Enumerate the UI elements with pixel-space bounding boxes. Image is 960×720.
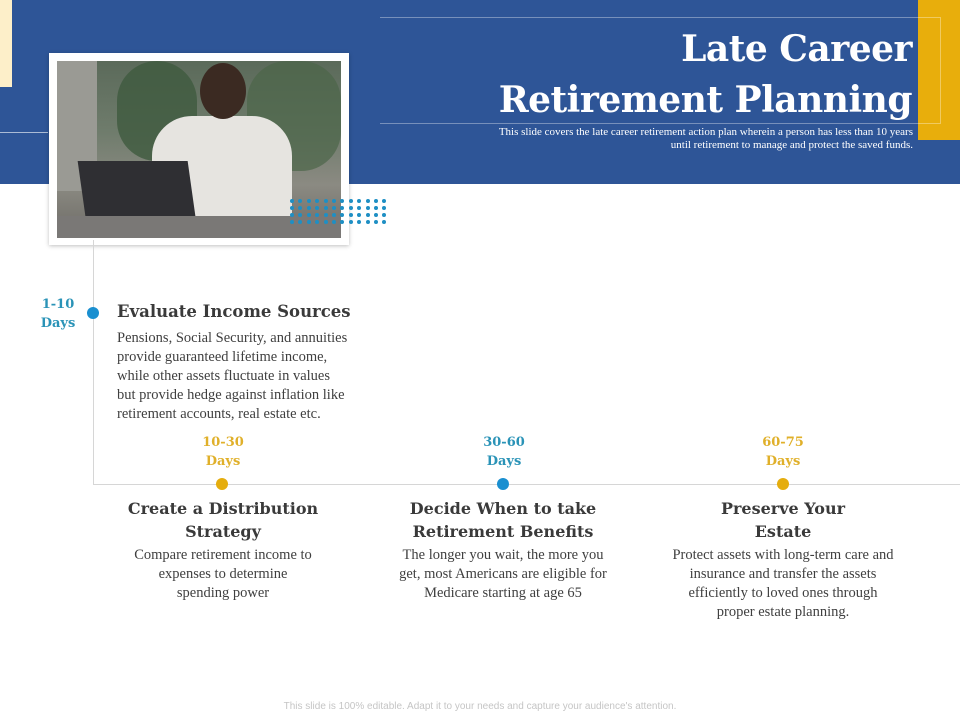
step-3-description	[363, 546, 643, 603]
desc-line: Pensions, Social Security, and annuities	[117, 330, 348, 346]
desc-line: get, most Americans are eligible for	[399, 566, 607, 582]
step-2-title	[93, 497, 353, 543]
desc-line: Protect assets with long-term care and	[672, 547, 894, 563]
days-range: 30-60	[483, 435, 525, 450]
title-line-2: Retirement Planning	[498, 79, 912, 121]
days-unit: Days	[205, 454, 241, 469]
footer-note: This slide is 100% editable. Adapt it to your needs and capture your audience's attention.	[283, 701, 677, 712]
step-1-marker-dot	[87, 307, 99, 319]
step-4-days	[743, 433, 823, 471]
step-2-description	[93, 546, 353, 603]
page-title	[499, 24, 912, 126]
desc-line: efficiently to loved ones through	[688, 585, 878, 601]
page-subtitle	[393, 126, 913, 152]
decorative-line-top	[380, 17, 940, 18]
step-3-days	[464, 433, 544, 471]
desc-line: provide guaranteed lifetime income,	[117, 349, 328, 365]
desc-line: but provide hedge against inflation like	[117, 387, 345, 403]
timeline-vertical-line	[93, 240, 94, 485]
step-2-days	[183, 433, 263, 471]
cream-accent-block	[0, 0, 12, 87]
title-line: Retirement Benefits	[412, 522, 594, 541]
days-unit: Days	[40, 316, 76, 331]
title-line-1: Late Career	[681, 28, 912, 70]
dot-grid-decoration	[290, 199, 390, 225]
step-1-description	[117, 329, 347, 424]
desc-line: The longer you wait, the more you	[402, 547, 604, 563]
title-line: Decide When to take	[409, 499, 597, 518]
desc-line: Compare retirement income to	[134, 547, 312, 563]
step-4-title	[643, 497, 923, 543]
days-unit: Days	[486, 454, 522, 469]
step-1-title: Evaluate Income Sources	[117, 302, 351, 321]
step-1-days	[28, 295, 88, 333]
title-line: Estate	[754, 522, 812, 541]
title-line: Create a Distribution	[127, 499, 319, 518]
desc-line: retirement accounts, real estate etc.	[117, 406, 321, 422]
days-range: 10-30	[202, 435, 244, 450]
desc-line: proper estate planning.	[716, 604, 850, 620]
desc-line: while other assets fluctuate in values	[117, 368, 331, 384]
step-3-title	[363, 497, 643, 543]
days-unit: Days	[765, 454, 801, 469]
desc-line: spending power	[176, 585, 270, 601]
decorative-line-right	[940, 17, 941, 124]
step-4-marker-dot	[777, 478, 789, 490]
gold-accent-bar	[918, 0, 960, 140]
desc-line: Medicare starting at age 65	[424, 585, 582, 601]
title-line: Strategy	[185, 522, 261, 541]
decorative-line-left	[0, 132, 48, 133]
desc-line: expenses to determine	[158, 566, 288, 582]
desc-line: insurance and transfer the assets	[689, 566, 877, 582]
step-4-description	[643, 546, 923, 622]
step-3-marker-dot	[497, 478, 509, 490]
photo-laptop	[78, 161, 197, 223]
photo-person-head	[200, 63, 246, 119]
days-range: 1-10	[41, 297, 75, 312]
step-2-marker-dot	[216, 478, 228, 490]
subtitle-line-2: until retirement to manage and protect the saved funds.	[670, 139, 913, 151]
title-line: Preserve Your	[720, 499, 846, 518]
subtitle-line-1: This slide covers the late career retirement action plan wherein a person has less than 10 years	[498, 126, 913, 138]
days-range: 60-75	[762, 435, 804, 450]
